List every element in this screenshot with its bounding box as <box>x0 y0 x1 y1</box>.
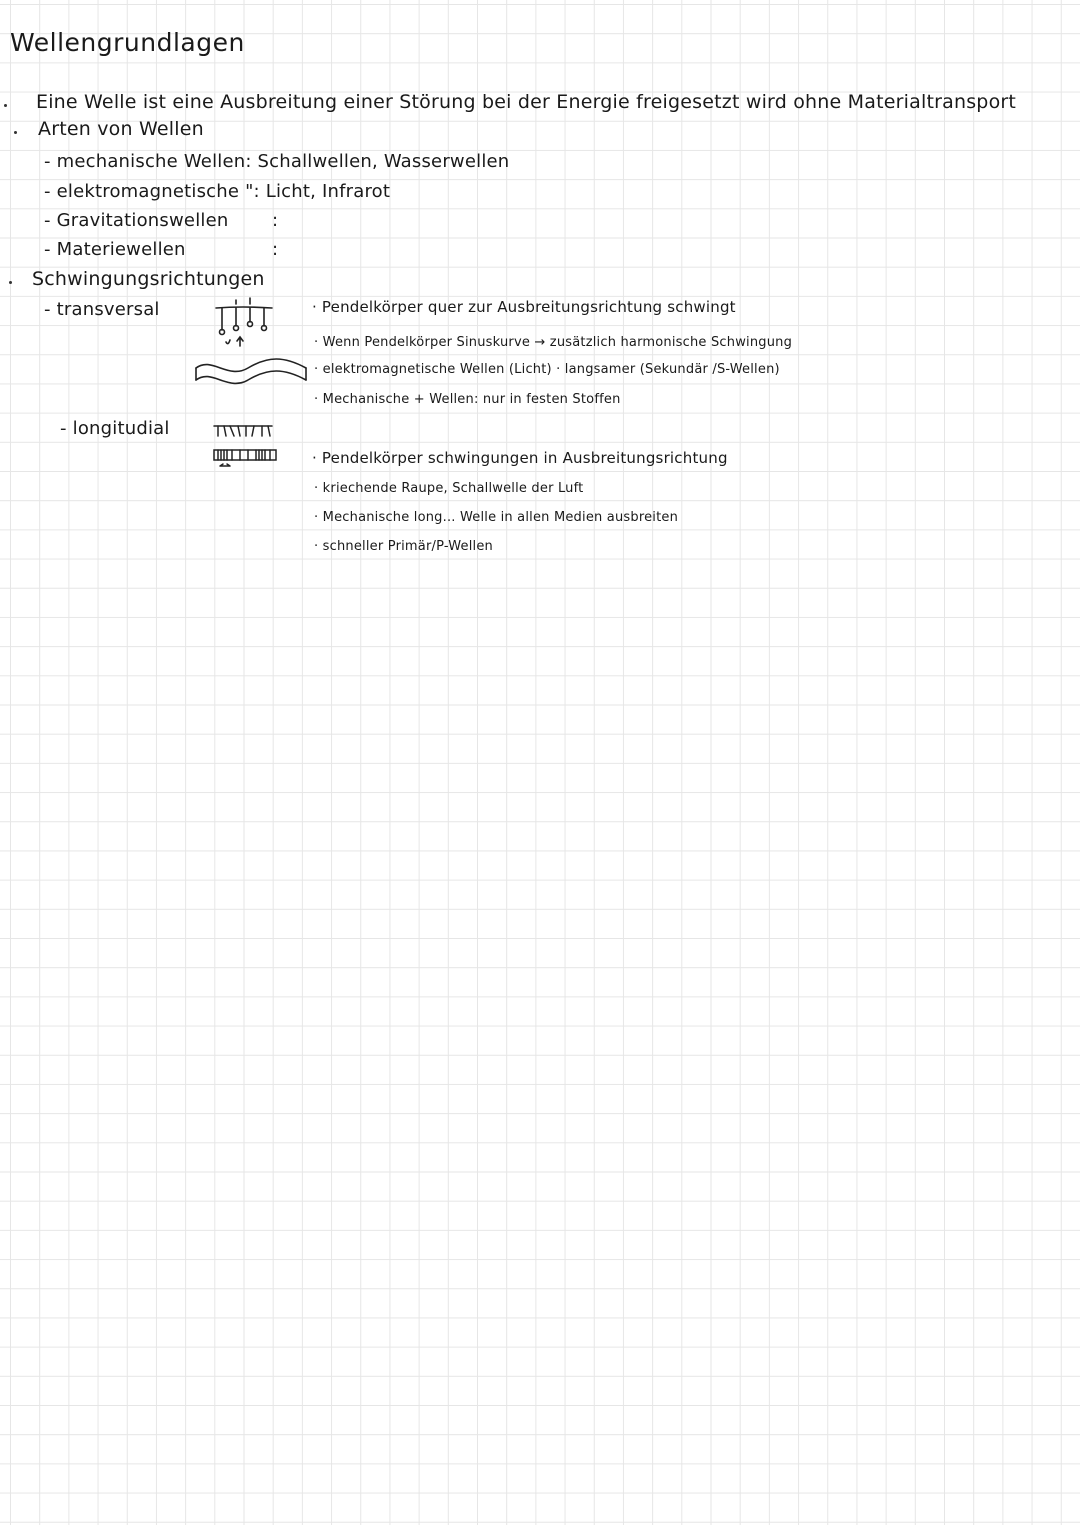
definition-line: Eine Welle ist eine Ausbreitung einer Störung bei der Energie freigesetzt wird ohne Materialtransport <box>36 91 1017 113</box>
directions-heading: Schwingungsrichtungen <box>32 268 265 290</box>
transversal-label: - transversal <box>44 299 160 320</box>
ditto-mark: : <box>272 210 279 231</box>
longitudinal-label: - longitudial <box>60 418 170 439</box>
longitudinal-note-1: · Pendelkörper schwingungen in Ausbreitungsrichtung <box>312 449 728 467</box>
transversal-note-3: · elektromagnetische Wellen (Licht) · langsamer (Sekundär /S-Wellen) <box>314 362 780 377</box>
pendulum-sketch-icon <box>212 296 282 352</box>
transversal-note-1: · Pendelkörper quer zur Ausbreitungsrichtung schwingt <box>312 298 736 316</box>
transversal-note-2: · Wenn Pendelkörper Sinuskurve → zusätzlich harmonische Schwingung <box>314 335 793 350</box>
longitudinal-note-2: · kriechende Raupe, Schallwelle der Luft <box>314 481 584 496</box>
page-title: Wellengrundlagen <box>10 28 245 57</box>
bullet-dot <box>14 131 17 134</box>
wave-band-sketch-icon <box>192 358 312 392</box>
longitudinal-note-4: · schneller Primär/P-Wellen <box>314 539 493 554</box>
transversal-note-4: · Mechanische + Wellen: nur in festen Stoffen <box>314 392 621 407</box>
type-electromagnetic: - elektromagnetische ": Licht, Infrarot <box>44 181 391 202</box>
longitudinal-note-3: · Mechanische long... Welle in allen Medien ausbreiten <box>314 510 679 525</box>
type-matter: - Materiewellen <box>44 239 186 260</box>
type-mechanical: - mechanische Wellen: Schallwellen, Wasserwellen <box>44 151 510 172</box>
type-gravitational: - Gravitationswellen <box>44 210 229 231</box>
bullet-dot <box>4 104 7 107</box>
ditto-mark: : <box>272 239 279 260</box>
types-heading: Arten von Wellen <box>38 118 204 140</box>
longitudinal-pendulum-sketch-icon <box>212 420 278 470</box>
bullet-dot <box>9 281 12 284</box>
